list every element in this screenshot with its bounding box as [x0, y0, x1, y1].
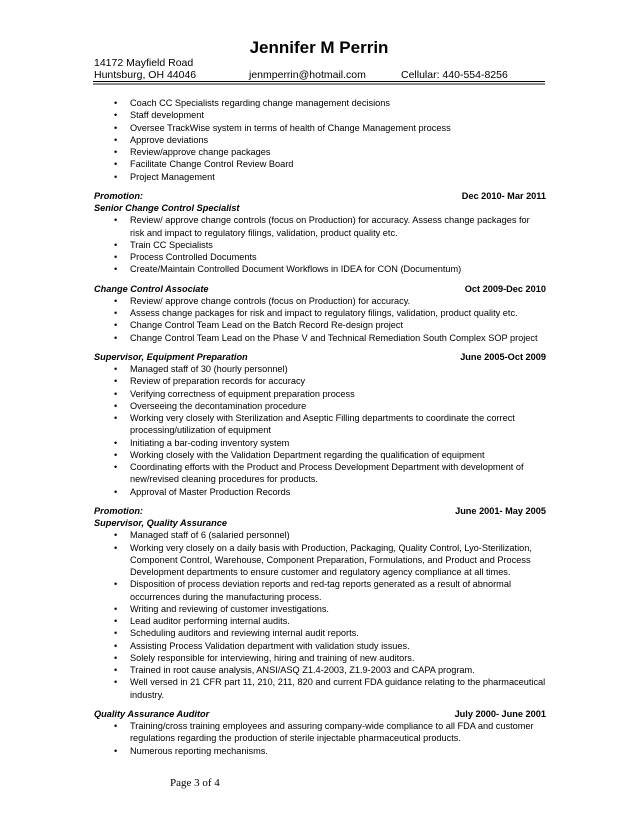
list-item: • Create/Maintain Controlled Document Workflows in IDEA for CON (Documentum) [94, 263, 546, 275]
address-line-1: 14172 Mayfield Road [94, 57, 194, 69]
list-item: • Review of preparation records for accuracy [94, 375, 546, 387]
page-number: Page 3 of 4 [170, 777, 220, 789]
section-date: Oct 2009-Dec 2010 [464, 283, 546, 294]
section-label: Change Control Associate [94, 283, 209, 294]
list-item: • Staff development [94, 109, 546, 121]
list-item: • Process Controlled Documents [94, 251, 546, 263]
bullet-list [94, 295, 546, 344]
list-item: • Verifying correctness of equipment preparation process [94, 388, 546, 400]
list-item: • Overseeing the decontamination procedure [94, 400, 546, 412]
list-item: • Approval of Master Production Records [94, 486, 546, 498]
intro-bullet-list [94, 97, 546, 183]
resume-body [94, 97, 546, 757]
list-item: • Coach CC Specialists regarding change management decisions [94, 97, 546, 109]
section-label: Quality Assurance Auditor [94, 708, 210, 719]
bullet-list [94, 214, 546, 275]
list-item: • Trained in root cause analysis, ANSI/ASQ Z1.4-2003, Z1.9-2003 and CAPA program. [94, 664, 546, 676]
list-item: • Managed staff of 6 (salaried personnel) [94, 529, 546, 541]
section-heading-row [94, 708, 546, 720]
list-item: • Oversee TrackWise system in terms of health of Change Management process [94, 122, 546, 134]
list-item: • Facilitate Change Control Review Board [94, 158, 546, 170]
bullet-list [94, 363, 546, 498]
list-item: • Approve deviations [94, 134, 546, 146]
list-item: • Lead auditor performing internal audits. [94, 615, 546, 627]
list-item: • Assess change packages for risk and impact to regulatory filings, validation, product quality etc. [94, 307, 546, 319]
list-item: • Assisting Process Validation department with validation study issues. [94, 640, 546, 652]
list-item: • Change Control Team Lead on the Phase V and Technical Remediation South Complex SOP project [94, 332, 546, 344]
list-item: • Disposition of process deviation reports and red-tag reports generated as a result of abnormal occurrences during the manufacturing process. [94, 578, 546, 603]
job-title: Supervisor, Quality Assurance [94, 518, 227, 528]
section-date: Dec 2010- Mar 2011 [461, 190, 546, 201]
list-item: • Review/approve change packages [94, 146, 546, 158]
list-item: • Train CC Specialists [94, 239, 546, 251]
list-item: • Coordinating efforts with the Product and Process Development Department with development of new/revised cleaning procedures for products. [94, 461, 546, 486]
section-heading-row [94, 505, 546, 517]
list-item: • Review/ approve change controls (focus on Production) for accuracy. Assess change packages for risk and impact to regulatory filings, validation, product quality etc. [94, 214, 546, 239]
list-item: • Review/ approve change controls (focus on Production) for accuracy. [94, 295, 546, 307]
section-supervisor-equipment-preparation [94, 351, 546, 498]
bullet-list [94, 529, 546, 701]
list-item: • Well versed in 21 CFR part 11, 210, 211, 820 and current FDA guidance relating to the pharmaceutical industry. [94, 676, 546, 701]
list-item: • Change Control Team Lead on the Batch Record Re-design project [94, 319, 546, 331]
candidate-name: Jennifer M Perrin [249, 38, 389, 57]
list-item: • Working closely with the Validation Department regarding the qualification of equipment [94, 449, 546, 461]
job-title: Senior Change Control Specialist [94, 203, 240, 213]
section-supervisor-quality-assurance [94, 505, 546, 701]
list-item: • Working very closely with Sterilization and Aseptic Filling departments to coordinate the correct processing/utilization of equipment [94, 412, 546, 437]
list-item: • Writing and reviewing of customer investigations. [94, 603, 546, 615]
list-item: • Managed staff of 30 (hourly personnel) [94, 363, 546, 375]
list-item: • Initiating a bar-coding inventory system [94, 437, 546, 449]
phone-number: Cellular: 440-554-8256 [401, 69, 508, 81]
list-item: • Project Management [94, 171, 546, 183]
bullet-list [94, 720, 546, 757]
section-heading-row [94, 190, 546, 202]
section-quality-assurance-auditor [94, 708, 546, 757]
list-item: • Solely responsible for interviewing, hiring and training of new auditors. [94, 652, 546, 664]
address-line-2: Huntsburg, OH 44046 [94, 69, 197, 81]
section-date: July 2000- June 2001 [454, 708, 546, 719]
email-address[interactable]: jenmperrin@hotmail.com [249, 69, 366, 81]
section-senior-cc-specialist [94, 190, 546, 276]
section-date: June 2005-Oct 2009 [460, 351, 546, 362]
list-item: • Numerous reporting mechanisms. [94, 745, 546, 757]
list-item: • Scheduling auditors and reviewing internal audit reports. [94, 627, 546, 639]
section-heading-row [94, 283, 546, 295]
section-change-control-associate [94, 283, 546, 344]
section-label: Supervisor, Equipment Preparation [94, 351, 248, 362]
header-divider [93, 81, 545, 85]
list-item: • Working very closely on a daily basis with Production, Packaging, Quality Control, Lyo-Sterilization, Component Control, Warehouse, Component Preparation, Formulations, and Product and Process Development departments to ensure customer and regulatory agency compliance at all times. [94, 542, 546, 579]
section-heading-row [94, 351, 546, 363]
list-item: • Training/cross training employees and assuring company-wide compliance to all FDA and customer regulations regarding the production of sterile injectable pharmaceutical products. [94, 720, 546, 745]
section-label: Promotion: [94, 190, 143, 201]
section-date: June 2001- May 2005 [455, 505, 546, 516]
section-label: Promotion: [94, 505, 143, 516]
